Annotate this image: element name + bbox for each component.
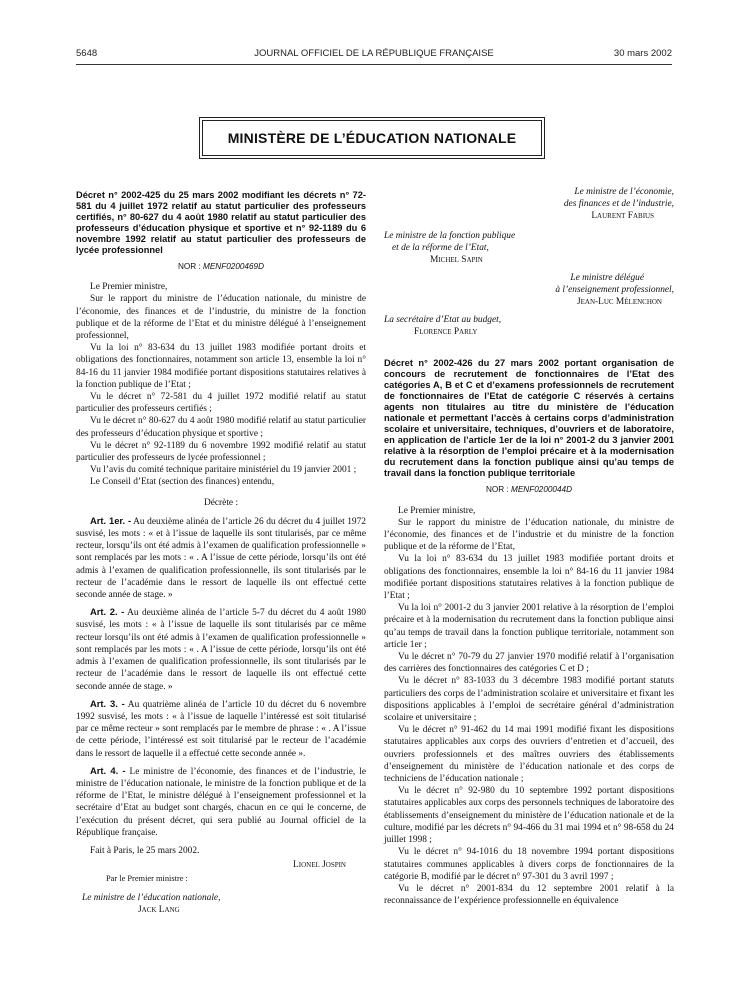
nor-code: MENF0200044D	[511, 485, 572, 495]
paragraph: Vu le décret n° 91-462 du 14 mai 1991 modifié fixant les dispositions statutaires applicables aux corps des ouvriers d’entretien et d’accueil, des ouvriers professionnels et des maîtres ouvriers des établissements d’enseignement du ministère de l’éducation nationale et des corps de techniciens de l’éducation nationale ;	[384, 725, 674, 785]
signature-block	[384, 186, 674, 322]
header-rule	[76, 64, 672, 65]
pm-signature: Lionel Jospin	[293, 860, 346, 871]
paragraph: Sur le rapport du ministre de l’éducation nationale, du ministre de l’économie, des finances et de l’industrie, du ministre de la fonction publique et de la réforme de l’Etat et du ministre délégué à l’enseignement professionnel,	[76, 294, 366, 342]
minister-name: Jack Lang	[138, 904, 180, 915]
article-text: Le ministre de l’économie, des finances et de l’industrie, le ministre de l’éducation nationale, le ministre de la fonction publique et de la réforme de l’Etat, le ministre délégué à l’enseignement professionnel et la secrétaire d’Etat au budget sont chargés, chacun en ce qui le concerne, de l’exécution du présent décret, qui sera publié au Journal officiel de la République française.	[76, 766, 366, 838]
article	[76, 765, 366, 839]
nor-code: MENF0200469D	[203, 262, 264, 271]
article-text: Au deuxième alinéa de l’article 26 du décret du 4 juillet 1972 susvisé, les mots : « et à l’issue de laquelle ils sont titularisés, par ce même recteur, lorsqu’ils ont été admis à l’examen de qualification professionnelle » sont remplacés par les mots : « . A l’issue de cette période, lorsqu’ils ont été admis à l’examen de qualification professionnelle, ils sont titularisés par le recteur de l’académie dans le ressort de laquelle ils ont effectué cette seconde année de stage. »	[76, 516, 366, 601]
article-label: Art. 2. -	[90, 606, 125, 618]
article-text: Au deuxième alinéa de l’article 5-7 du décret du 4 août 1980 susvisé, les mots : « à l’issue de laquelle ils sont titularisés par ce même recteur lorsqu’ils ont été admis à l’examen de qualification professionnelle » sont remplacés par les mots : « . A l’issue de cette période, lorsqu’ils ont été admis à l’examen de qualification professionnelle, ils sont titularisés par le recteur de l’académie dans le ressort de laquelle ils ont effectué cette seconde année de stage. »	[76, 608, 366, 692]
signatory-name: Laurent Fabius	[591, 211, 654, 221]
signatory-name: Florence Parly	[414, 327, 478, 338]
signatory-title: des finances et de l’industrie,	[563, 199, 674, 209]
paragraph: Vu la loi n° 83-634 du 13 juillet 1983 modifiée portant droits et obligations des fonctionnaires, notamment son article 13, ensemble la loi n° 84-16 du 11 janvier 1984 modifiée portant dispositions statutaires relatives à la fonction publique de l’Etat ;	[76, 343, 366, 390]
paragraph: Vu le décret n° 92-980 du 10 septembre 1992 portant dispositions statutaires applicables aux corps des personnels techniques de laboratoire des établissements d’enseignement du ministère de l’éducation nationale et de la culture, modifié par les décrets n° 94-466 du 31 mai 1994 et n° 98-658 du 24 juillet 1998 ;	[384, 786, 674, 846]
signatory-title: et de la réforme de l’Etat,	[392, 243, 489, 253]
paragraph: Le Premier ministre,	[90, 282, 168, 293]
paragraph: Vu le décret n° 94-1016 du 18 novembre 1994 portant dispositions statutaires communes applicables à divers corps de fonctionnaires de la catégorie B, modifié par le décret n° 97-301 du 3 avril 1997 ;	[384, 847, 674, 882]
article	[76, 515, 366, 601]
article-text: Au quatrième alinéa de l’article 10 du décret du 6 novembre 1992 susvisé, les mots : « à l’issue de laquelle l’intéressé est soit titularisé par ce même recteur » sont remplacés par le membre de phrase : « . A l’issue de cette période, l’intéressé est soit titularisé par le recteur de l’académie dans le ressort de laquelle il a effectué cette seconde année ».	[76, 699, 366, 759]
page-number: 5648	[76, 48, 98, 59]
right-column	[384, 186, 674, 907]
signatory-title: Le ministre délégué	[570, 273, 644, 283]
signatory-title: La secrétaire d’Etat au budget,	[384, 315, 502, 325]
signatory-title: à l’enseignement professionnel,	[555, 285, 674, 295]
article-label: Art. 1er. -	[90, 514, 132, 526]
paragraph: Le Conseil d’Etat (section des finances) entendu,	[90, 477, 275, 488]
paragraph: Vu le décret n° 83-1033 du 3 décembre 1983 modifié portant statuts particuliers des corps de l’administration scolaire et universitaire et fixant les dispositions applicables à l’emploi de secrétaire général d’administration scolaire et universitaire ;	[384, 676, 674, 724]
nor-label: NOR :	[485, 485, 509, 495]
nor-label: NOR :	[177, 262, 201, 271]
nor-reference	[384, 484, 674, 496]
running-header	[76, 48, 672, 62]
paragraph: Vu le décret n° 72-581 du 4 juillet 1972 modifié relatif au statut particulier des professeurs certifiés ;	[76, 392, 366, 415]
article	[76, 606, 366, 692]
ministry-heading: MINISTÈRE DE L’ÉDUCATION NATIONALE	[227, 130, 517, 146]
issue-date: 30 mars 2002	[613, 48, 672, 59]
paragraph: Vu le décret n° 70-79 du 27 janvier 1970 modifié relatif à l’organisation des carrières des fonctionnaires des catégories C et D ;	[384, 652, 674, 675]
signatory-title: Le ministre de l’économie,	[574, 187, 674, 197]
article	[76, 698, 366, 760]
paragraph: Vu le décret n° 80-627 du 4 août 1980 modifié relatif au statut particulier des professeurs d’éducation physique et sportive ;	[76, 416, 366, 439]
paragraph: Vu l’avis du comité technique paritaire ministériel du 19 janvier 2001 ;	[90, 465, 357, 476]
paragraph: Vu la loi n° 83-634 du 13 juillet 1983 modifiée portant droits et obligations des fonctionnaires, ensemble la loi n° 84-16 du 11 janvier 1984 modifiée portant dispositions statutaires relatives à la fonction publique de l’Etat ;	[384, 554, 674, 602]
by-pm-label: Par le Premier ministre :	[106, 874, 188, 884]
nor-reference	[76, 261, 366, 273]
article-label: Art. 3. -	[90, 697, 125, 709]
paragraph: Vu le décret n° 2001-834 du 12 septembre 2001 relatif à la reconnaissance de l’expérience professionnelle en équivalence	[384, 883, 674, 907]
ministry-heading-box	[202, 120, 542, 156]
journal-title: JOURNAL OFFICIEL DE LA RÉPUBLIQUE FRANÇAISE	[254, 48, 494, 59]
decrete-heading: Décrète :	[203, 497, 239, 508]
article-label: Art. 4. -	[90, 764, 126, 776]
minister-title: Le ministre de l’éducation nationale,	[82, 892, 221, 903]
paragraph: Sur le rapport du ministre de l’éducation nationale, du ministre de l’économie, des finances et de l’industrie et du ministre de la fonction publique et de la réforme de l’Etat,	[384, 517, 674, 553]
paragraph: Le Premier ministre,	[398, 505, 476, 516]
paragraph: Vu la loi n° 2001-2 du 3 janvier 2001 relative à la résorption de l’emploi précaire et à la modernisation du recrutement dans la fonction publique ainsi qu’au temps de travail dans la fonction publique territoriale, notamment son article 1er ;	[384, 603, 674, 650]
left-column	[76, 190, 366, 916]
decree-title: Décret n° 2002-425 du 25 mars 2002 modifiant les décrets n° 72-581 du 4 juillet 1972 relatif au statut particulier des professeurs certifiés, n° 80-627 du 4 août 1980 relatif au statut particulier des professeurs d’éducation physique et sportive et n° 92-1189 du 6 novembre 1992 relatif au statut particulier des professeurs de lycée professionnel	[76, 190, 366, 255]
signatory-name: Jean-Luc Mélenchon	[576, 297, 662, 307]
signatory-name: Michel Sapin	[430, 255, 483, 265]
decree-title: Décret n° 2002-426 du 27 mars 2002 portant organisation de concours de recrutement de fonctionnaires de l’Etat des catégories A, B et C et d’examens professionnels de recrutement de fonctionnaires de l’Etat de catégorie C réservés à certains agents non titulaires au titre du ministère de l’éducation nationale et permettant l’accès à certains corps d’administration scolaire et universitaire, techniques, d’ouvriers et de laboratoire, en application de l’article 1er de la loi n° 2001-2 du 3 janvier 2001 relative à la résorption de l’emploi précaire et à la modernisation du recrutement dans la fonction publique ainsi qu’au temps de travail dans la fonction publique territoriale	[384, 358, 674, 479]
paragraph: Vu le décret n° 92-1189 du 6 novembre 1992 modifié relatif au statut particulier des professeurs de lycée professionnel ;	[76, 440, 366, 464]
signatory-title: Le ministre de la fonction publique	[384, 231, 516, 241]
signing-place-date: Fait à Paris, le 25 mars 2002.	[90, 845, 200, 856]
